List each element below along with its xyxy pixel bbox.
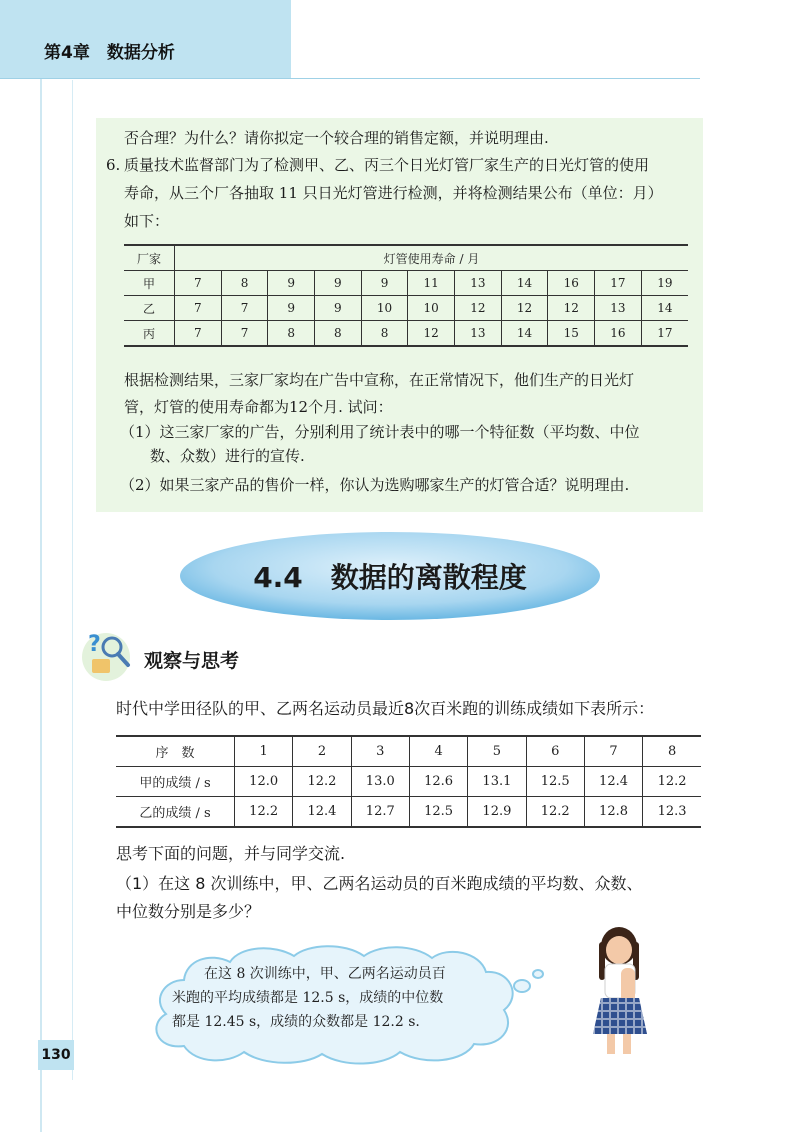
table-cell: 9 — [268, 296, 315, 321]
question-1-line-2: 数、众数）进行的宣传. — [150, 447, 305, 465]
row-label: 甲 — [124, 271, 175, 296]
exercise-after-line-2: 管，灯管的使用寿命都为12个月. 试问： — [124, 398, 393, 416]
table-cell: 14 — [501, 321, 548, 347]
table-cell: 8 — [221, 271, 268, 296]
header-num: 2 — [293, 736, 351, 767]
table-row — [116, 767, 701, 797]
table-cell: 13 — [595, 296, 642, 321]
table-cell: 17 — [641, 321, 688, 347]
table-cell: 12 — [501, 296, 548, 321]
exercise-line-3: 如下： — [124, 212, 170, 230]
table-cell: 12.2 — [293, 767, 351, 797]
observe-think-icon — [76, 625, 134, 683]
table-cell: 8 — [361, 321, 408, 347]
table-cell: 12.4 — [293, 797, 351, 828]
observe-intro: 时代中学田径队的甲、乙两名运动员最近8次百米跑的训练成绩如下表所示： — [116, 699, 655, 718]
header-divider — [0, 78, 700, 79]
section-title: 4.4 数据的离散程度 — [253, 561, 527, 594]
bubble-line-1: 在这 8 次训练中，甲、乙两名运动员百 — [204, 966, 446, 982]
section-banner — [176, 528, 604, 624]
table-cell: 13 — [455, 271, 502, 296]
table-cell: 16 — [595, 321, 642, 347]
table-cell: 12.2 — [526, 797, 584, 828]
table-cell: 12.8 — [584, 797, 642, 828]
row-label: 乙的成绩 / s — [116, 797, 235, 828]
table-cell: 7 — [175, 321, 222, 347]
exercise-line-1: 质量技术监督部门为了检测甲、乙、丙三个日光灯管厂家生产的日光灯管的使用 — [124, 156, 650, 174]
header-label: 序 数 — [116, 736, 235, 767]
exercise-after-line-1: 根据检测结果，三家厂家均在广告中宣称，在正常情况下，他们生产的日光灯 — [124, 371, 635, 389]
table-cell: 15 — [548, 321, 595, 347]
table-cell: 12.2 — [643, 767, 701, 797]
table-cell: 14 — [501, 271, 548, 296]
exercise-line-2: 寿命，从三个厂各抽取 11 只日光灯管进行检测，并将检测结果公布（单位：月） — [124, 184, 663, 202]
page-margin-rule — [40, 0, 42, 1132]
header-num: 7 — [584, 736, 642, 767]
table-cell: 8 — [268, 321, 315, 347]
table-cell: 12.2 — [235, 797, 293, 828]
header-num: 3 — [351, 736, 409, 767]
table-cell: 9 — [268, 271, 315, 296]
table-cell: 8 — [315, 321, 362, 347]
svg-text:?: ? — [88, 632, 101, 657]
header-num: 5 — [468, 736, 526, 767]
table-cell: 12.0 — [235, 767, 293, 797]
table-cell: 13.0 — [351, 767, 409, 797]
table-cell: 7 — [175, 271, 222, 296]
table-cell: 7 — [221, 321, 268, 347]
row-label: 甲的成绩 / s — [116, 767, 235, 797]
table-cell: 9 — [361, 271, 408, 296]
page-number: 130 — [41, 1047, 71, 1063]
question-2: （2）如果三家产品的售价一样，你认为选购哪家生产的灯管合适？说明理由. — [120, 476, 630, 494]
table-cell: 11 — [408, 271, 455, 296]
table-cell: 12.5 — [526, 767, 584, 797]
observe-question-1-line-2: 中位数分别是多少？ — [116, 902, 261, 921]
table-cell: 19 — [641, 271, 688, 296]
inner-margin-rule — [72, 80, 73, 1080]
table-header-row — [116, 736, 701, 767]
observe-title: 观察与思考 — [144, 650, 240, 672]
table-cell: 12.9 — [468, 797, 526, 828]
think-prompt: 思考下面的问题，并与同学交流. — [116, 844, 346, 863]
table-cell: 9 — [315, 296, 362, 321]
table-cell: 7 — [175, 296, 222, 321]
header-life: 灯管使用寿命 / 月 — [175, 245, 689, 271]
table-row — [124, 321, 688, 347]
header-num: 4 — [409, 736, 467, 767]
header-num: 1 — [235, 736, 293, 767]
question-1-line-1: （1）这三家厂家的广告，分别利用了统计表中的哪一个特征数（平均数、中位 — [120, 423, 640, 441]
table-cell: 9 — [315, 271, 362, 296]
table-cell: 12.4 — [584, 767, 642, 797]
table-cell: 13 — [455, 321, 502, 347]
header-factory: 厂家 — [124, 245, 175, 271]
table-row — [116, 797, 701, 828]
table-cell: 10 — [361, 296, 408, 321]
table-cell: 12.3 — [643, 797, 701, 828]
sprint-times-table — [116, 735, 701, 828]
observe-question-1-line-1: （1）在这 8 次训练中，甲、乙两名运动员的百米跑成绩的平均数、众数、 — [116, 874, 643, 893]
table-cell: 12.6 — [409, 767, 467, 797]
thinking-girl-illustration — [585, 922, 665, 1056]
header-num: 6 — [526, 736, 584, 767]
table-cell: 12 — [408, 321, 455, 347]
table-header-row — [124, 245, 688, 271]
row-label: 丙 — [124, 321, 175, 347]
table-cell: 10 — [408, 296, 455, 321]
bubble-line-3: 都是 12.45 s，成绩的众数都是 12.2 s. — [172, 1014, 420, 1030]
table-cell: 16 — [548, 271, 595, 296]
table-row — [124, 271, 688, 296]
table-cell: 12 — [548, 296, 595, 321]
table-row — [124, 296, 688, 321]
bubble-line-2: 米跑的平均成绩都是 12.5 s，成绩的中位数 — [172, 990, 444, 1006]
exercise-prev-line: 否合理？为什么？请你拟定一个较合理的销售定额，并说明理由. — [124, 129, 549, 147]
lamp-life-table — [124, 244, 688, 347]
table-cell: 13.1 — [468, 767, 526, 797]
header-num: 8 — [643, 736, 701, 767]
table-cell: 12.5 — [409, 797, 467, 828]
table-cell: 17 — [595, 271, 642, 296]
table-cell: 12.7 — [351, 797, 409, 828]
chapter-title: 第4章 数据分析 — [44, 43, 175, 63]
table-cell: 14 — [641, 296, 688, 321]
table-cell: 12 — [455, 296, 502, 321]
table-cell: 7 — [221, 296, 268, 321]
row-label: 乙 — [124, 296, 175, 321]
exercise-number: 6. — [106, 156, 121, 174]
